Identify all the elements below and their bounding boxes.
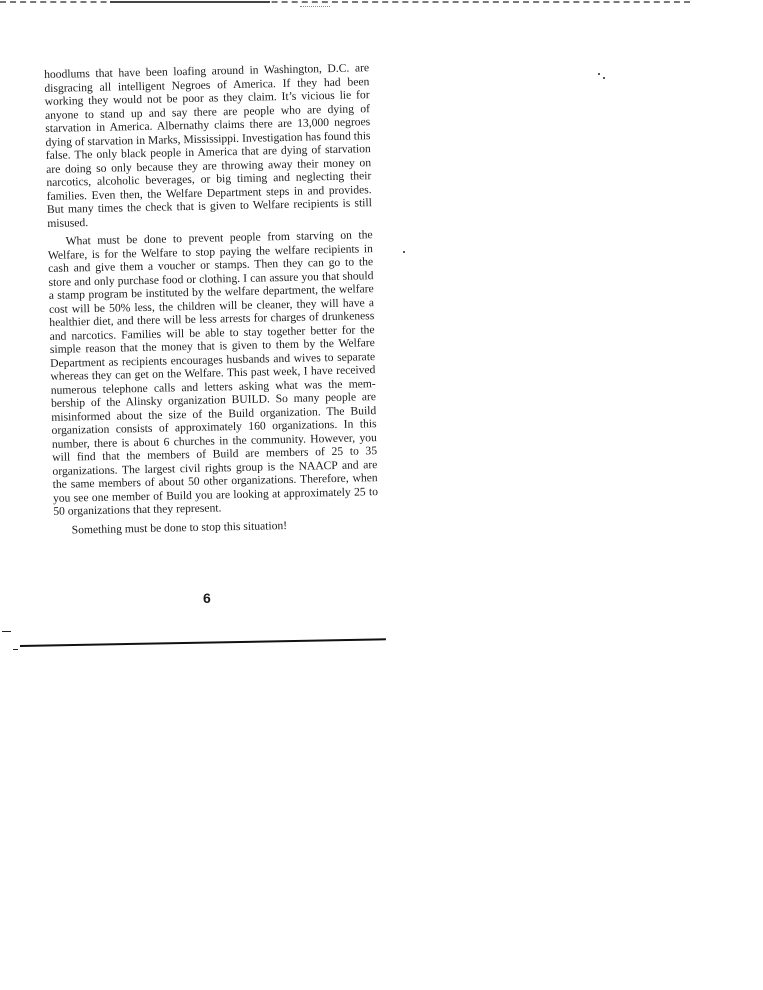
margin-mark	[2, 631, 11, 632]
top-page-edge-rule	[0, 1, 690, 3]
paragraph-2: What must be done to prevent people from starving on the Welfare, is for the Welfare to stop paying the welfare recipients in cash and give them a voucher or stamps. Then they can go to the store and only purchase food or clothing. I can assure you that should a stamp program be instituted by the welfare department, the welfare cost will be 50% less, the children will be cleaner, they will have a healthier diet, and there will be less arrests for charges of drunkeness and narcotics. Families will be able to stay together better for the simple reason that the money that is given to them by the Welfare Department as recipients encourages husbands and wives to separate whereas they can get on the Welfare. This past week, I have received numerous telephone calls and letters asking what was the membership of the Alinsky organization BUILD. So many people are misinformed about the size of the Build organization. The Build organization consists of approximately 160 organizations. In this number, there is about 6 churches in the community. However, you will find that the members of Build are members of 25 to 35 organizations. The largest civil rights group is the NAACP and are the same members of about 50 other organizations. Therefore, when you see one member of Build you are looking at approximately 25 to 50 organizations that they represent.	[47, 228, 379, 518]
paragraph-3: Something must be done to stop this situation!	[71, 518, 288, 537]
bottom-rule	[20, 638, 386, 647]
page-number: 6	[203, 590, 211, 606]
top-page-edge-shadow	[110, 1, 270, 3]
page-body	[44, 61, 379, 537]
scan-speck	[403, 251, 405, 253]
margin-mark	[13, 649, 18, 650]
scan-speck	[603, 77, 605, 79]
scan-speck	[598, 73, 600, 75]
top-scan-specks	[300, 6, 330, 7]
paragraph-1: hoodlums that have been loafing around in Washington, D.C. are disgracing all intelligent Negroes of America. If they had been working they would not be poor as they claim. It’s vicious lie for anyone to stand up and say there are people who are dying of starvation in America. Albernathy claims there are 13,000 negroes dying of starvation in Marks, Mississippi. Investigation has found this false. The only black people in America that are dying of starvation are doing so only because they are throwing away their money on narcotics, alcoholic beverages, or big timing and neglecting their families. Even then, the Welfare Department steps in and provides. But many times the check that is given to Welfare recipients is still misused.	[44, 61, 373, 230]
